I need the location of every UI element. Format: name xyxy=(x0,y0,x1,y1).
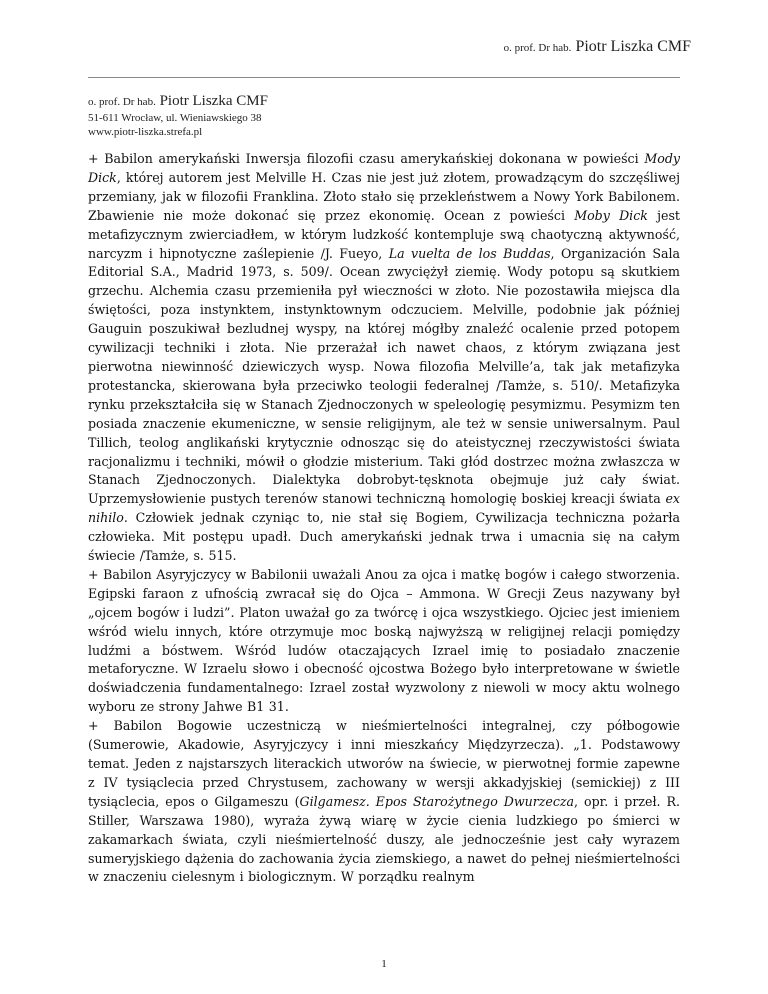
paragraph xyxy=(88,150,680,566)
author-name: Piotr Liszka CMF xyxy=(159,93,268,109)
text-run: + Babilon amerykański Inwersja filozofii czasu amerykańskiej dokonana w powieści xyxy=(88,151,645,166)
main-text xyxy=(88,150,680,887)
page-number: 1 xyxy=(381,958,387,970)
italic-title: Gilgamesz. Epos Starożytnego Dwurzecza xyxy=(299,793,575,809)
italic-title: ex nihilo xyxy=(88,491,680,526)
header-divider xyxy=(88,77,680,78)
running-header-name: Piotr Liszka CMF xyxy=(575,38,691,55)
text-run: . Człowiek jednak czyniąc to, nie stał się Bogiem, Cywilizacja techniczna pożarła człowieka. Mit postępu upadł. Duch amerykański jednak trwa i umacnia się na całym świecie /Tamże, s. 515. xyxy=(88,510,680,564)
paragraph xyxy=(88,566,680,717)
author-website: www.piotr-liszka.strefa.pl xyxy=(88,126,203,138)
author-name-line xyxy=(88,92,268,111)
text-run: + Babilon Asyryjczycy w Babilonii uważali Anou za ojca i matkę bogów i całego stworzenia. Egipski faraon z ufnością zwracał się do Ojca – Ammona. W Grecji Zeus nazywany był „ojcem bogów i ludzi”. Platon uważał go za twórcę i ojca wszystkiego. Ojciec jest imieniem wśród wielu innych, które otrzymuje moc boską najwyższą w religijnej relacji pomiędzy ludźmi a bóstwem. Wśród ludów otaczających Izrael imię to posiadało znaczenie metaforyczne. W Izraelu słowo i obecność ojcostwa Bożego było interpretowane w świetle doświadczenia fundamentalnego: Izrael został wyzwolony z niewoli w mocy aktu wolnego wyboru ze strony Jahwe B1 31. xyxy=(88,566,680,715)
text-run: + Babilon Bogowie uczestniczą w nieśmiertelności integralnej, czy półbogowie (Sumerowie, Akadowie, Asyryjczycy i inni mieszkańcy Międzyrzecza). „1. Podstawowy temat. Jeden z najstarszych literackich utworów na świecie, w pierwotnej formie zapewne z IV tysiąclecia przed Chrystusem, zachowany w wersji akkadyjskiej (semickiej) z III tysiąclecia, epos o Gilgameszu ( xyxy=(88,718,680,809)
running-header-prefix: o. prof. Dr hab. xyxy=(503,42,572,54)
text-run: , której autorem jest Melville H. Czas nie jest już złotem, prowadzącym do szczęśliwej przemiany, jak w filozofii Franklina. Złoto stało się przekleństwem a Nowy York Babilonem. Zbawienie nie może dokonać się przez ekonomię. Ocean z powieści xyxy=(88,169,680,223)
author-prefix: o. prof. Dr hab. xyxy=(88,96,156,108)
text-run: , Organización Sala Editorial S.A., Madrid 1973, s. 509/. Ocean zwyciężył ziemię. Wody potopu są skutkiem grzechu. Alchemia czasu przemieniła pył wieczności w złoto. Nie pozostawiła miejsca dla świętości, poza instynktem, instynktownym odczuciem. Melville, podobnie jak później Gauguin poszukiwał bezludnej wyspy, na której mógłby znaleźć ocalenie przed potopem cywilizacji techniki i złota. Nie przerażał ich nawet chaos, z którym związana jest pierwotna niewinność dziewiczych wysp. Nowa filozofia Melville’a, tak jak metafizyka protestancka, skierowana była przeciwko teologii federalnej /Tamże, s. 510/. Metafizyka rynku przekształciła się w Stanach Zjednoczonych w speleologię pesymizmu. Pesymizm ten posiada znaczenie ekumeniczne, w sensie religijnym, ale też w sensie uniwersalnym. Paul Tillich, teolog anglikański krytycznie odnosząc się do ateistycznej rzeczywistości świata racjonalizmu i techniki, mówił o głodzie misterium. Taki głód dostrzec można zwłaszcza w Stanach Zjednoczonych. Dialektyka dobrobyt-tęsknota obejmuje już cały świat. Uprzemysłowienie pustych terenów stanowi techniczną homologię boskiej kreacji świata xyxy=(88,245,681,507)
text-run: jest metafizycznym zwierciadłem, w którym ludzkość kontempluje swą chaotyczną aktywność, narcyzm i hipnotyczne zaślepienie /J. Fueyo, xyxy=(88,207,680,261)
paragraph xyxy=(88,717,680,887)
italic-title: La vuelta de los Buddas xyxy=(388,245,551,261)
author-address: 51-611 Wrocław, ul. Wieniawskiego 38 xyxy=(88,112,262,124)
running-header xyxy=(504,38,691,56)
italic-title: Moby Dick xyxy=(574,207,648,223)
text-run: , opr. i przeł. R. Stiller, Warszawa 1980), wyraża żywą wiarę w życie cienia ludzkiego po śmierci w zakamarkach świata, czyli nieśmiertelność duszy, ale jednocześnie jest cały wyrazem sumeryjskiego dążenia do zachowania życia ziemskiego, a nawet do pełnej nieśmiertelności w znaczeniu cielesnym i biologicznym. W porządku realnym xyxy=(88,793,680,885)
author-block xyxy=(88,92,268,139)
italic-title: Mody Dick xyxy=(88,151,680,185)
